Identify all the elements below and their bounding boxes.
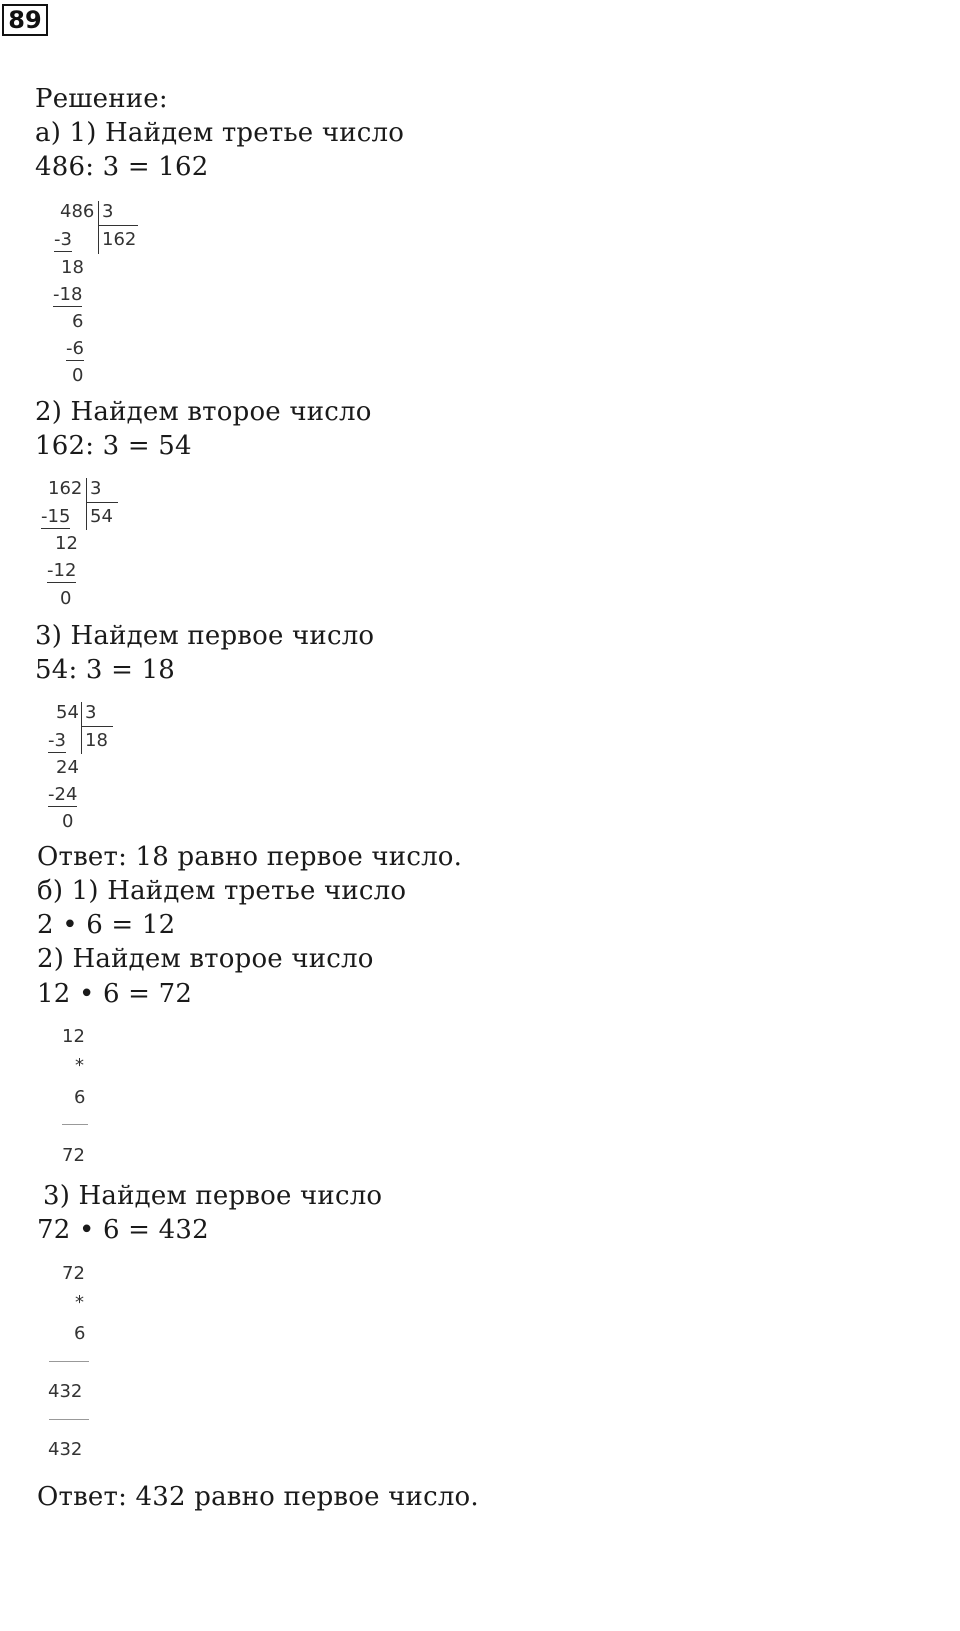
division-step: -6 [66,338,84,359]
a-step1-text: а) 1) Найдем третье число [35,118,405,148]
b-equation1: 2 • 6 = 12 [37,910,176,940]
division-step: 6 [72,311,84,332]
a-equation3: 54: 3 = 18 [35,655,176,685]
a-step3-text: 3) Найдем первое число [35,621,375,651]
quotient: 162 [102,229,137,250]
solution-heading: Решение: [35,84,168,114]
a-step2-text: 2) Найдем второе число [35,397,372,427]
divisor: 3 [90,478,102,499]
b-step1-text: б) 1) Найдем третье число [37,876,407,906]
division-step: 0 [72,365,84,386]
b-equation3: 72 • 6 = 432 [37,1215,209,1245]
quotient: 18 [85,730,108,751]
task-number-box: 89 [2,4,48,36]
product: 72 [62,1145,85,1166]
b-step3-text: 3) Найдем первое число [43,1181,383,1211]
division-step: -24 [48,784,78,805]
division-step: -15 [41,506,71,527]
multiplier: 6 [74,1087,86,1108]
b-step2-text: 2) Найдем второе число [37,944,374,974]
dividend: 486 [60,201,95,222]
multiplicand: 72 [62,1263,85,1284]
division-step: -12 [47,560,77,581]
division-step: 12 [55,533,78,554]
partial-product: 432 [48,1381,83,1402]
division-step: -3 [54,229,72,250]
dividend: 54 [56,702,79,723]
multiplier: 6 [74,1323,86,1344]
divisor: 3 [85,702,97,723]
division-step: -3 [48,730,66,751]
divisor: 3 [102,201,114,222]
division-step: 0 [62,811,74,832]
division-step: 0 [60,588,72,609]
division-step: -18 [53,284,83,305]
b-equation2: 12 • 6 = 72 [37,979,193,1009]
b-answer: Ответ: 432 равно первое число. [37,1482,479,1512]
multiply-sign: * [75,1055,84,1076]
quotient: 54 [90,506,113,527]
division-step: 18 [61,257,84,278]
dividend: 162 [48,478,83,499]
a-equation2: 162: 3 = 54 [35,431,192,461]
a-equation1: 486: 3 = 162 [35,152,209,182]
multiplicand: 12 [62,1026,85,1047]
division-step: 24 [56,757,79,778]
multiply-sign: * [75,1292,84,1313]
product: 432 [48,1439,83,1460]
a-answer: Ответ: 18 равно первое число. [37,842,463,872]
